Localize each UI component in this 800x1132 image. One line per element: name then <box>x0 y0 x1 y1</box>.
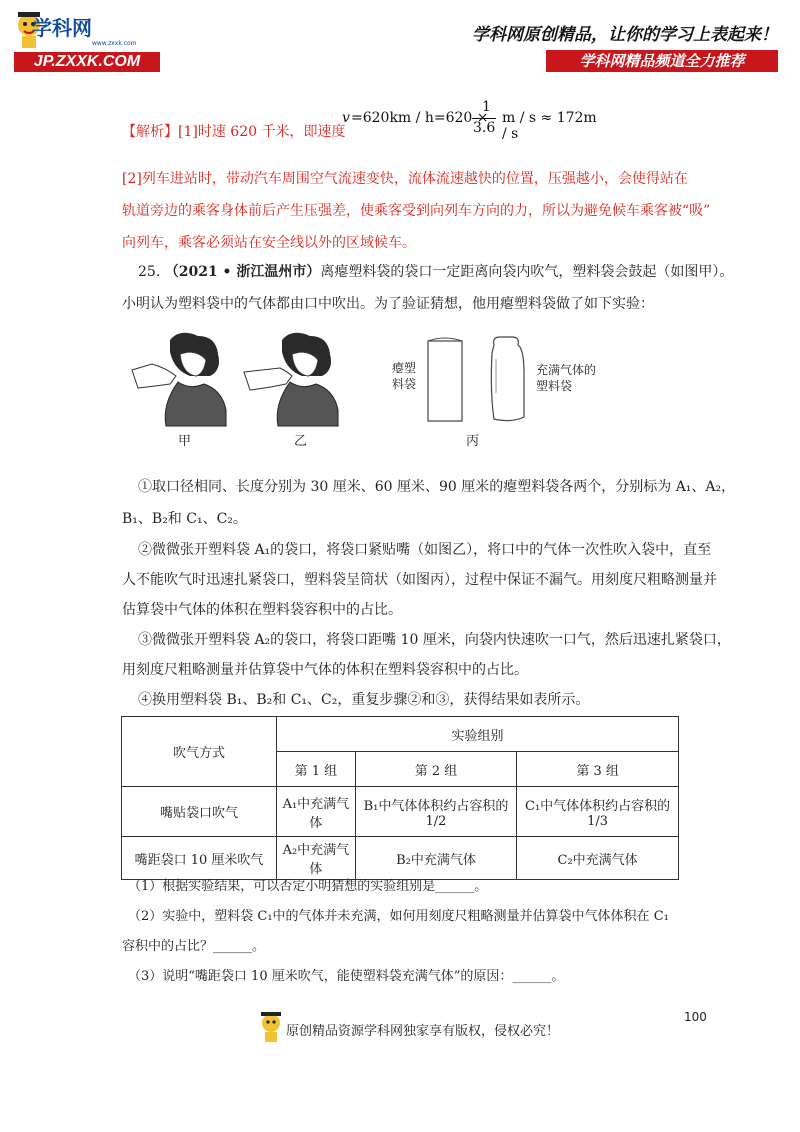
formula-numerator: 1 <box>482 99 491 115</box>
step-2a: ②微微张开塑料袋 A₁的袋口，将袋口紧贴嘴（如图乙），将口中的气体一次性吹入袋中，直至 <box>138 542 712 558</box>
footer-mascot-icon <box>258 1010 284 1044</box>
step-4: ④换用塑料袋 B₁、B₂和 C₁、C₂，重复步骤②和③，获得结果如表所示。 <box>138 692 590 708</box>
page-number: 100 <box>684 1010 707 1024</box>
question-source: （2021 • 浙江温州市） <box>164 264 321 280</box>
sub-question-2a: （2）实验中，塑料袋 C₁中的气体并未充满，如何用刻度尺粗略测量并估算袋中气体体积在 C₁ <box>128 909 669 924</box>
copyright-notice: 原创精品资源学科网独家享有版权，侵权必究！ <box>286 1024 560 1039</box>
table-header-groups: 实验组别 <box>277 717 679 752</box>
analysis-tag: 【解析】 <box>122 124 178 140</box>
step-3b: 用刻度尺粗略测量并估算袋中气体的体积在塑料袋容积中的占比。 <box>122 662 528 678</box>
logo-small-url: www.zxxk.com <box>92 40 137 47</box>
logo-url: JP.ZXXK.COM <box>14 52 160 72</box>
table-row-label: 嘴距袋口 10 厘米吹气 <box>122 837 277 880</box>
formula-tail: m / s ≈ 172m / s <box>502 110 597 142</box>
figure-label-jia: 甲 <box>178 434 192 449</box>
figure-yi <box>242 330 347 430</box>
table-cell: C₂中充满气体 <box>517 837 679 880</box>
formula-v: v <box>342 110 350 126</box>
question-number: 25. <box>138 264 161 280</box>
results-table <box>121 716 679 880</box>
table-cell: A₁中充满气体 <box>277 787 356 837</box>
slogan: 学科网原创精品，让你的学习上表起来！ <box>472 25 778 45</box>
table-cell: B₁中气体体积约占容积的 1/2 <box>355 787 516 837</box>
sub-question-1: （1）根据实验结果，可以否定小明猜想的实验组别是______。 <box>128 879 488 894</box>
fraction-bar <box>472 118 496 119</box>
sub-question-3: （3）说明“嘴距袋口 10 厘米吹气，能使塑料袋充满气体”的原因：______。 <box>128 969 565 984</box>
table-cell: A₂中充满气体 <box>277 837 356 880</box>
logo-text: 学科网 <box>32 16 92 40</box>
step-1b: B₁、B₂和 C₁、C₂。 <box>122 511 247 527</box>
analysis-line-1 <box>122 122 345 142</box>
slogan-bar: 学科网精品频道全力推荐 <box>546 50 778 72</box>
analysis-line-3: 轨道旁边的乘客身体前后产生压强差，使乘客受到向列车方向的力，所以为避免候车乘客被“吸” <box>122 203 711 219</box>
figure-bing <box>420 333 530 425</box>
question-stem-1 <box>138 262 733 282</box>
figure-text-flat-bag: 瘪塑料袋 <box>392 361 417 391</box>
figure-text-full-bag: 充满气体的塑料袋 <box>536 363 597 393</box>
figure-label-yi: 乙 <box>294 434 308 449</box>
formula <box>342 99 602 143</box>
sub-question-2b: 容积中的占比？______。 <box>122 939 266 954</box>
step-1a: ①取口径相同、长度分别为 30 厘米、60 厘米、90 厘米的瘪塑料袋各两个，分别标为 A₁、A₂， <box>138 479 736 495</box>
table-cell: B₂中充满气体 <box>355 837 516 880</box>
table-header-group-1: 第 1 组 <box>277 752 356 787</box>
step-2b: 人不能吹气时迅速扎紧袋口，塑料袋呈筒状（如图丙），过程中保证不漏气。用刻度尺粗略测量并 <box>122 572 717 588</box>
figure-jia <box>130 330 235 430</box>
question-stem-2: 小明认为塑料袋中的气体都由口中吹出。为了验证猜想，他用瘪塑料袋做了如下实验： <box>122 296 654 312</box>
step-3a: ③微微张开塑料袋 A₂的袋口，将袋口距嘴 10 厘米，向袋内快速吹一口气，然后迅速扎紧袋口， <box>138 632 731 648</box>
figure-label-bing: 丙 <box>466 434 480 449</box>
table-header-group-2: 第 2 组 <box>355 752 516 787</box>
formula-denominator: 3.6 <box>473 120 496 136</box>
table-header-method: 吹气方式 <box>122 717 277 787</box>
table-header-group-3: 第 3 组 <box>517 752 679 787</box>
analysis-text: [1]时速 620 千米，即速度 <box>178 124 346 140</box>
formula-main: =620km / h=620 × <box>351 110 489 126</box>
analysis-line-2: [2]列车进站时，带动汽车周围空气流速变快，流体流速越快的位置，压强越小，会使得站在 <box>122 171 688 187</box>
analysis-line-4: 向列车，乘客必须站在安全线以外的区域候车。 <box>122 235 416 251</box>
table-cell: C₁中气体体积约占容积的 1/3 <box>517 787 679 837</box>
table-row-label: 嘴贴袋口吹气 <box>122 787 277 837</box>
step-2c: 估算袋中气体的体积在塑料袋容积中的占比。 <box>122 602 402 618</box>
question-stem-text: 离瘪塑料袋的袋口一定距离向袋内吹气，塑料袋会鼓起（如图甲）。 <box>320 264 734 280</box>
